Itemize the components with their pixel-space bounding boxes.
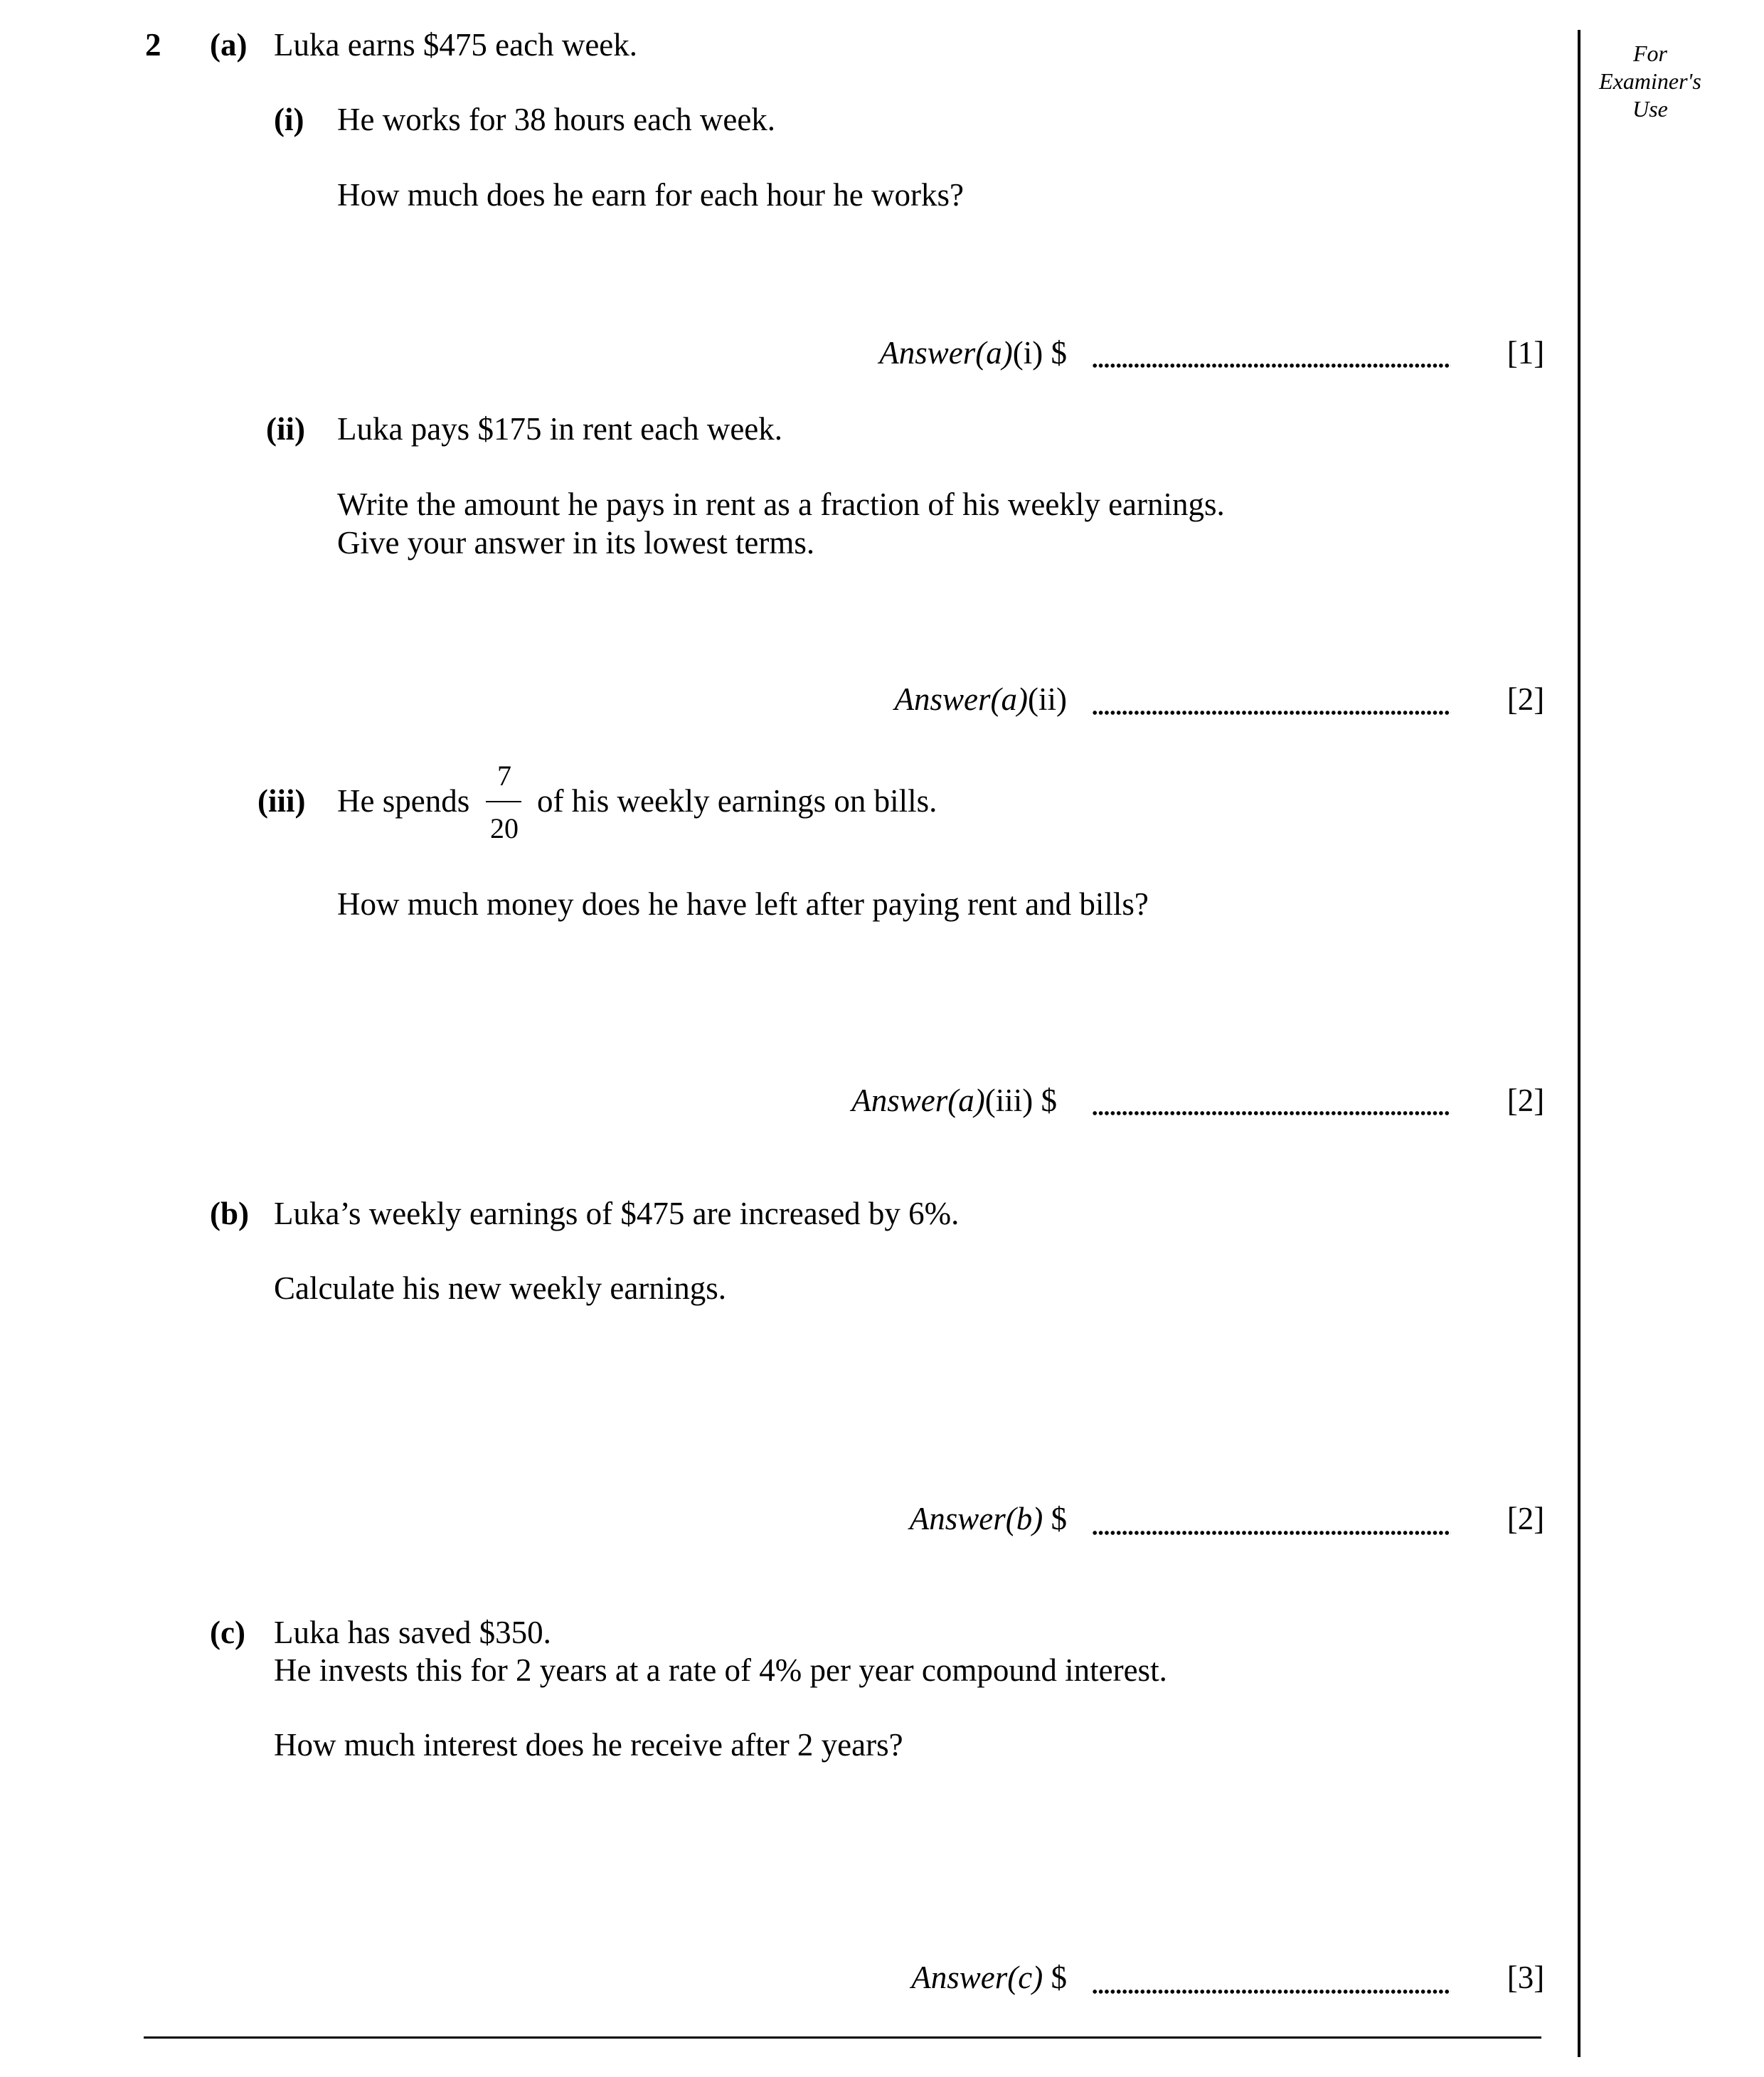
answer-a-iii-label xyxy=(346,1080,1057,1120)
answer-b-suffix: $ xyxy=(1043,1501,1067,1536)
fraction-numerator: 7 xyxy=(497,760,511,792)
part-a-iii-label: (iii) xyxy=(257,783,306,819)
marks-c: [3] xyxy=(1507,1960,1545,1995)
examiner-margin-rule xyxy=(1578,30,1580,2057)
fraction-bar xyxy=(486,801,521,802)
answer-a-i-field[interactable] xyxy=(1092,363,1451,368)
part-c-label: (c) xyxy=(210,1615,245,1650)
answer-a-ii-field[interactable] xyxy=(1092,710,1451,716)
page-bottom-rule xyxy=(144,2036,1541,2039)
part-c-line-2: He invests this for 2 years at a rate of 4% per year compound interest. xyxy=(274,1652,1167,1688)
part-a-label: (a) xyxy=(210,27,248,63)
answer-a-i-label xyxy=(356,333,1067,373)
part-b-line-1: Luka’s weekly earnings of $475 are increased by 6%. xyxy=(274,1196,960,1231)
marks-a-ii: [2] xyxy=(1507,681,1545,717)
marks-b: [2] xyxy=(1507,1501,1545,1536)
part-a-ii-line-1: Luka pays $175 in rent each week. xyxy=(337,411,783,447)
answer-c-suffix: $ xyxy=(1043,1960,1067,1995)
answer-a-ii-label xyxy=(356,679,1067,719)
part-b-label: (b) xyxy=(210,1196,249,1231)
answer-a-iii-italic: Answer(a) xyxy=(851,1083,985,1118)
part-a-iii-text-after: of his weekly earnings on bills. xyxy=(537,783,937,819)
part-a-ii-line-3: Give your answer in its lowest terms. xyxy=(337,525,815,561)
answer-a-i-italic: Answer(a) xyxy=(879,335,1013,371)
answer-a-iii-suffix: (iii) $ xyxy=(984,1083,1057,1118)
part-a-i-line-2: How much does he earn for each hour he works? xyxy=(337,177,964,213)
part-a-ii-line-2: Write the amount he pays in rent as a fraction of his weekly earnings. xyxy=(337,487,1225,522)
part-a-stem: Luka earns $475 each week. xyxy=(274,27,638,63)
answer-c-label xyxy=(356,1958,1067,1997)
fraction-denominator: 20 xyxy=(490,812,519,844)
examiner-use-label xyxy=(1576,40,1725,123)
examiner-use-line-1: For xyxy=(1633,41,1667,66)
answer-a-ii-italic: Answer(a) xyxy=(894,681,1029,717)
marks-a-iii: [2] xyxy=(1507,1083,1545,1118)
answer-b-italic: Answer(b) xyxy=(909,1501,1043,1536)
part-a-i-line-1: He works for 38 hours each week. xyxy=(337,102,776,137)
answer-b-label xyxy=(356,1499,1067,1539)
answer-a-iii-field[interactable] xyxy=(1092,1110,1451,1116)
answer-a-ii-suffix: (ii) xyxy=(1028,681,1067,717)
answer-b-field[interactable] xyxy=(1092,1530,1451,1536)
part-a-i-label: (i) xyxy=(274,102,304,137)
answer-c-field[interactable] xyxy=(1092,1989,1451,1994)
part-c-line-1: Luka has saved $350. xyxy=(274,1615,551,1650)
part-b-line-2: Calculate his new weekly earnings. xyxy=(274,1270,727,1306)
part-c-line-3: How much interest does he receive after 2 years? xyxy=(274,1727,903,1763)
answer-a-i-suffix: (i) $ xyxy=(1012,335,1067,371)
part-a-iii-text-before: He spends xyxy=(337,783,470,819)
part-a-ii-label: (ii) xyxy=(266,411,305,447)
question-number: 2 xyxy=(145,27,161,63)
marks-a-i: [1] xyxy=(1507,335,1545,371)
examiner-use-line-2: Examiner's xyxy=(1599,68,1701,94)
part-a-iii-line-2: How much money does he have left after paying rent and bills? xyxy=(337,886,1149,922)
examiner-use-line-3: Use xyxy=(1632,96,1668,122)
answer-c-italic: Answer(c) xyxy=(911,1960,1043,1995)
